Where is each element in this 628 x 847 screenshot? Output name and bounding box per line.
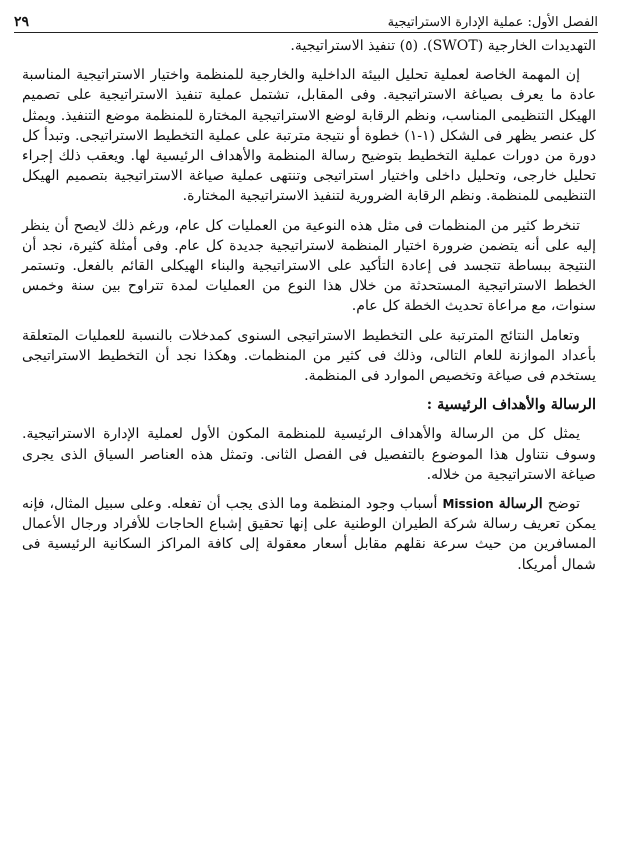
body-text <box>22 36 596 575</box>
paragraph-strategy-formulation: إن المهمة الخاصة لعملية تحليل البيئة الداخلية والخارجية للمنظمة واختيار الاستراتيجية المناسبة عادة ما يعرف بصياغة الاستراتيجية. وفى المقابل، تشتمل عملية تنفيذ الاستراتيجية على تصميم الهيكل التنظيمى المناسب، ونظم الرقابة لوضع الاستراتيجية المختارة للمنظمة موضع التنفيذ. ويمثل كل عنصر يظهر فى الشكل (١-١) خطوة أو نتيجة مترتبة على عملية التخطيط الاستراتيجى. وتبدأ كل دورة من دورات عملية التخطيط بتوضيح رسالة المنظمة والأهداف الرئيسية لها. ويعقب ذلك إجراء تحليل خارجى، وتحليل داخلى واختيار استراتيجى وتنتهى عملية صياغة الاستراتيجية بتصميم الهيكل التنظيمى للمنظمة. ونظم الرقابة الضرورية لتنفيذ الاستراتيجية المختارة. <box>22 67 596 205</box>
mission-term: الرسالة <box>498 496 543 513</box>
paragraph-annual-process: تنخرط كثير من المنظمات فى مثل هذه النوعية من العمليات كل عام، ورغم ذلك لايصح أن ينظر إليه على أنه يتضمن ضرورة اختيار المنظمة لاستراتيجية جديدة كل عام. وفى أمثلة كثيرة، نجد أن النتيجة ببساطة تتجسد فى إعادة التأكيد على الاستراتيجية والبناء الهيكلى القائم بالفعل. وتستمر الخطط الاستراتيجية المستحدثة من خلال هذا النوع من العمليات لمدة تتراوح بين سنة وخمس سنوات، مع مراعاة تحديث الخطة كل عام. <box>22 217 596 315</box>
page-number: ٢٩ <box>14 14 30 30</box>
paragraph-budget-inputs: وتعامل النتائج المترتبة على التخطيط الاستراتيجى السنوى كمدخلات بالنسبة للعمليات المتعلقة بأعداد الموازنة للعام التالى، وذلك فى كثير من المنظمات. وهكذا نجد أن التخطيط الاستراتيجى يستخدم فى صياغة وتخصيص الموارد فى المنظمة. <box>22 327 596 385</box>
chapter-title: الفصل الأول: عملية الإدارة الاستراتيجية <box>387 15 598 30</box>
mission-lead: توضح <box>547 496 581 513</box>
paragraph-swot-continuation: التهديدات الخارجية (SWOT). (٥) تنفيذ الاستراتيجية. <box>290 38 596 54</box>
running-header <box>14 8 598 33</box>
mission-term-latin: Mission <box>442 497 494 512</box>
paragraph-mission-goals: يمثل كل من الرسالة والأهداف الرئيسية للمنظمة المكون الأول لعملية الإدارة الاستراتيجية. وسوف نتناول هذا الموضوع بالتفصيل فى الفصل الثانى. وتمثل هذه العناصر السياق الذى يجرى صياغة الاستراتيجية من خلاله. <box>22 426 596 483</box>
section-heading-mission-goals: الرسالة والأهداف الرئيسية : <box>426 396 596 414</box>
paragraph-mission-definition <box>22 494 596 575</box>
mission-definition-text: أسباب وجود المنظمة وما الذى يجب أن تفعله. وعلى سبيل المثال، فإنه يمكن تعريف رسالة شركة الطيران الوطنية على إنها تحقيق إشباع الحاجات للأفراد ورجال الأعمال المسافرين من حيث سرعة نقلهم مقابل أسعار معقولة إلى كافة المراكز السكانية الرئيسية فى شمال أمريكا. <box>22 496 596 573</box>
